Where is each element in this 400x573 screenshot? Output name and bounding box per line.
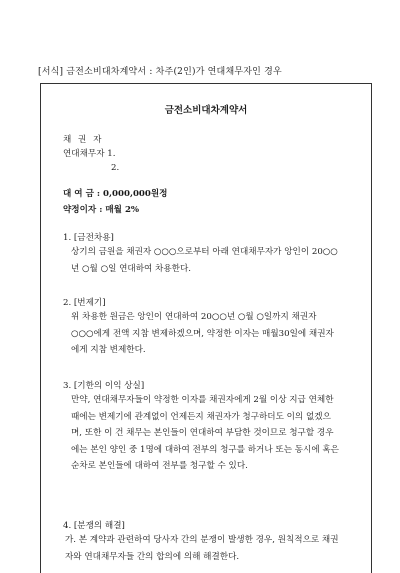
loan-amount: 대 여 금 : 0,000,000원정	[63, 189, 168, 199]
section-1-body: 상기의 금원을 채권자 ○○○으로부터 아래 연대채무자가 앙인이 20○○년 ○월 ○일 연대하여 차용한다.	[71, 247, 338, 274]
creditor-label: 채 권 자	[63, 135, 104, 145]
interest-rate: 약정이자 : 매월 2%	[63, 205, 140, 215]
debtor-1-label: 연대채무자 1.	[63, 149, 116, 159]
section-4-body: 가. 본 계약과 관련하여 당사자 간의 분쟁이 발생한 경우, 원칙적으로 채권자와 연대채무자들 간의 합의에 의해 해결한다.	[65, 535, 339, 562]
document-title: 금전소비대차계약서	[164, 105, 248, 116]
section-1-heading: 1. [금전차용]	[63, 233, 114, 243]
form-caption: [서식] 금전소비대차계약서 : 차주(2인)가 연대채무자인 경우	[38, 67, 282, 77]
section-3-body: 만약, 연대채무자들이 약정한 이자를 채권자에게 2월 이상 지급 연체한 때에는 변제기에 관계없이 언제든지 채권자가 청구하더도 이의 없겠으며, 또한 이 건 채무는 본인들이 연대하여 부담한 것이므로 청구할 경우에는 본인 양인 중 1명에 대하여 전부의 청구를 하거나 또는 동시에 혹은 순차로 본인들에 대하여 전부를 청구할 수 있다.	[71, 395, 339, 471]
section-4-heading: 4. [분쟁의 해결]	[63, 521, 125, 531]
contract-box	[40, 83, 372, 573]
section-2-body: 위 차용한 원금은 앙인이 연대하여 20○○년 ○월 ○일까지 채권자 ○○○에게 전액 지참 변제하겠으며, 약정한 이자는 매월30일에 채권자에게 지참 변제한다.	[71, 312, 334, 355]
section-2-heading: 2. [번제기]	[63, 298, 106, 308]
debtor-2-label: 2.	[111, 163, 120, 173]
section-3-heading: 3. [기한의 이익 상실]	[63, 381, 145, 391]
